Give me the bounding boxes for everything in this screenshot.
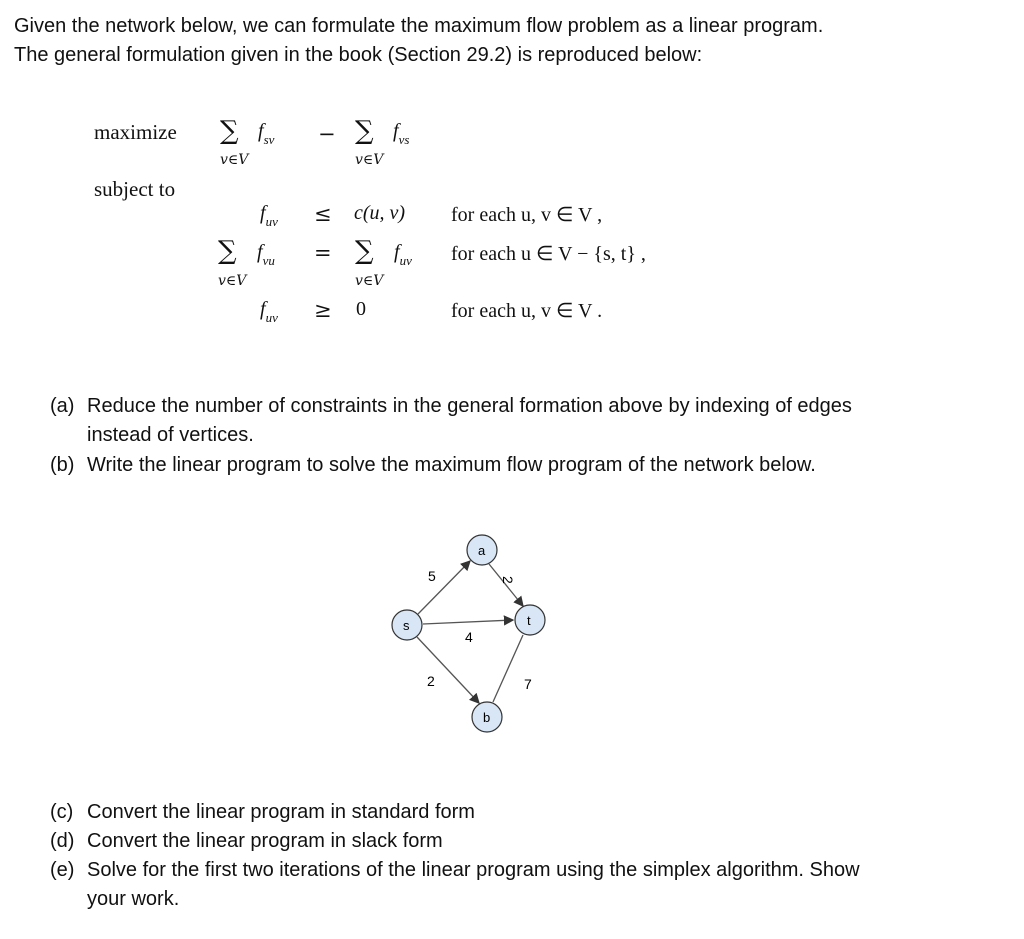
question-a	[50, 392, 990, 452]
network-diagram	[380, 522, 580, 742]
sum-symbol: ∑	[355, 236, 374, 266]
edge-b-t	[493, 635, 523, 702]
constraint-1-condition: for each u, v ∈ V ,	[451, 204, 603, 226]
sum-index: v∈V	[355, 273, 384, 289]
question-a-line-2: instead of vertices.	[87, 424, 254, 446]
edge-s-t	[423, 620, 513, 624]
constraint-2-op: =	[314, 241, 332, 265]
question-c	[50, 798, 990, 828]
sum-symbol: ∑	[220, 116, 239, 146]
question-b-line-1: Write the linear program to solve the maximum flow program of the network below.	[87, 454, 816, 476]
maximize-label: maximize	[94, 120, 177, 144]
sum-index: v∈V	[355, 152, 384, 168]
question-d	[50, 827, 990, 857]
edge-label-b-t: 7	[524, 676, 532, 692]
question-b-label: (b)	[50, 454, 75, 476]
constraint-2-rhs: $f_{uv}$	[394, 241, 412, 268]
sum-index: v∈V	[218, 273, 247, 289]
subject-to-label: subject to	[94, 177, 176, 201]
question-a-text	[87, 392, 852, 450]
node-b-label: b	[483, 710, 491, 725]
edge-label-s-a: 5	[428, 568, 436, 584]
constraint-3-rhs: 0	[356, 298, 366, 320]
node-t	[515, 605, 545, 635]
edge-label-s-t: 4	[465, 629, 473, 645]
node-s	[392, 610, 422, 640]
question-e	[50, 856, 990, 916]
question-d-line-1: Convert the linear program in slack form	[87, 830, 443, 852]
objective-minus: −	[318, 122, 336, 146]
question-a-label: (a)	[50, 395, 75, 417]
constraint-3-condition: for each u, v ∈ V .	[451, 300, 603, 322]
node-t-label: t	[527, 613, 531, 628]
lp-formulation	[0, 0, 1024, 340]
edge-a-t	[489, 564, 523, 606]
edge-label-a-t: 2	[500, 576, 516, 584]
intro-line-2: The general formulation given in the book (Section 29.2) is reproduced below:	[14, 44, 703, 66]
question-d-text	[87, 827, 443, 856]
node-b	[472, 702, 502, 732]
sum-symbol: ∑	[218, 236, 237, 266]
question-e-label: (e)	[50, 859, 75, 881]
node-a	[467, 535, 497, 565]
question-b-text	[87, 451, 816, 480]
edge-label-s-b: 2	[427, 673, 435, 689]
question-c-text	[87, 798, 475, 827]
objective-term-2: $f_{vs}$	[393, 120, 410, 147]
node-s-label: s	[403, 618, 410, 633]
constraint-3-lhs: $f_{uv}$	[260, 298, 278, 325]
question-e-line-2: your work.	[87, 888, 180, 910]
constraint-3-op: ≥	[314, 298, 332, 322]
node-a-label: a	[478, 543, 486, 558]
constraint-1-op: ≤	[314, 202, 332, 226]
constraint-1-lhs: $f_{uv}$	[260, 202, 278, 229]
question-c-line-1: Convert the linear program in standard form	[87, 801, 475, 823]
question-d-label: (d)	[50, 830, 75, 852]
question-c-label: (c)	[50, 801, 74, 823]
constraint-1-rhs: c(u, v)	[354, 202, 406, 224]
question-b	[50, 451, 990, 481]
constraint-2-condition: for each u ∈ V − {s, t} ,	[451, 243, 646, 265]
question-e-text	[87, 856, 860, 914]
edge-s-b	[417, 637, 479, 703]
sum-symbol: ∑	[355, 116, 374, 146]
edge-s-a	[418, 561, 470, 614]
sum-index: v∈V	[220, 152, 249, 168]
question-a-line-1: Reduce the number of constraints in the general formation above by indexing of edges	[87, 395, 852, 417]
intro-line-1: Given the network below, we can formulate the maximum flow problem as a linear program.	[14, 15, 824, 37]
constraint-2-lhs: $f_{vu}$	[257, 241, 275, 268]
objective-term-1: $f_{sv}$	[258, 120, 275, 147]
question-e-line-1: Solve for the first two iterations of the linear program using the simplex algorithm. Show	[87, 859, 860, 881]
